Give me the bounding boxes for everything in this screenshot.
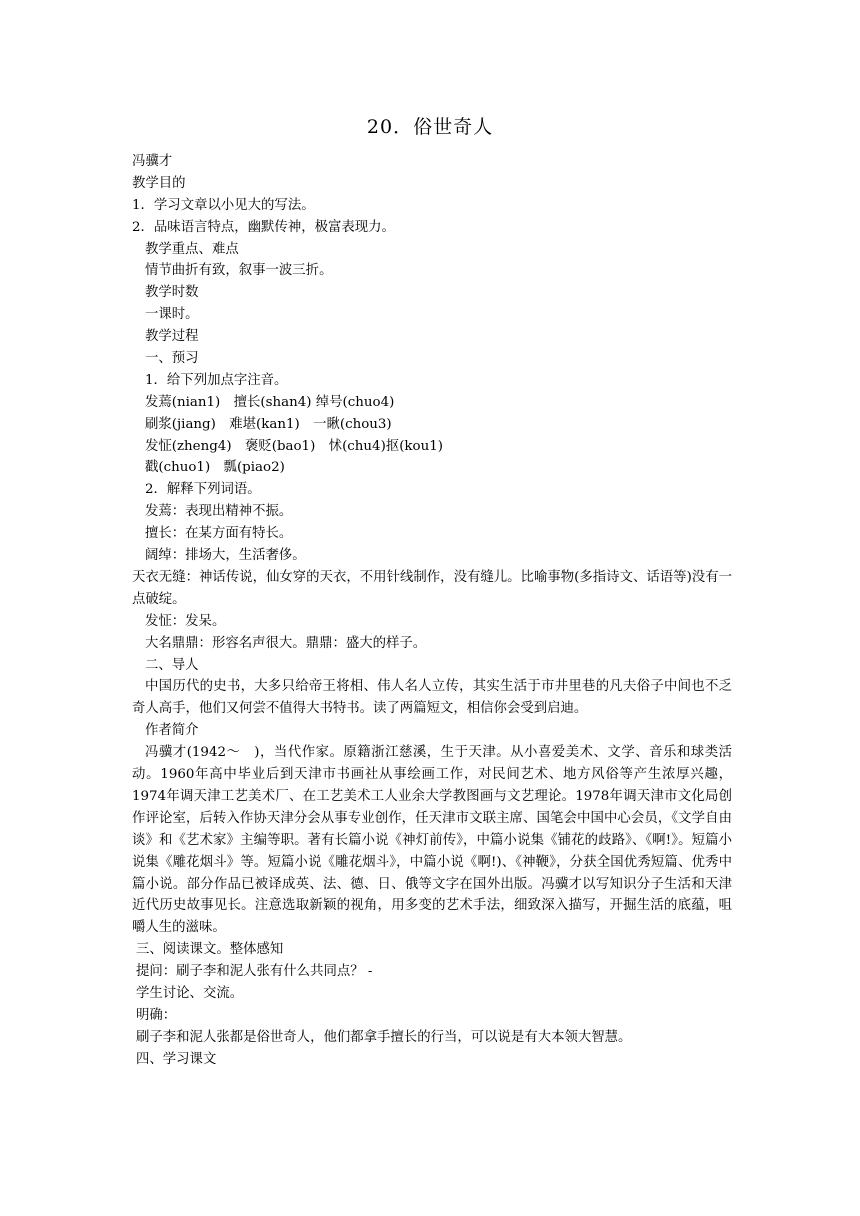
step-intro-heading: 二、导人 xyxy=(145,657,199,673)
pinyin-row-2: 刷浆(jiang) 难堪(kan1) 一瞅(chou3) xyxy=(145,416,392,432)
preview-task-2: 2．解释下列词语。 xyxy=(145,482,261,498)
objective-2: 2．品味语言特点，幽默传神，极富表现力。 xyxy=(132,219,395,235)
intro-paragraph: 中国历代的史书，大多只给帝王将相、伟人名人立传，其实生活于市井里巷的凡夫俗子中间也不乏奇人高手，他们又何尝不值得大书特书。读了两篇短文，相信你会受到启迪。 xyxy=(132,679,732,717)
author-bio-heading: 作者简介 xyxy=(145,723,199,739)
section-heading-objectives: 教学目的 xyxy=(132,175,186,191)
step-preview-heading: 一、预习 xyxy=(145,351,199,367)
document-body xyxy=(132,151,732,1071)
definition-item: 发蔫：表现出精神不振。 xyxy=(145,504,293,520)
step-reading-heading: 三、阅读课文。整体感知 xyxy=(136,942,284,958)
definition-item: 发怔：发呆。 xyxy=(145,613,226,629)
discussion-line: 学生讨论、交流。 xyxy=(136,986,244,1002)
clarify-label: 明确： xyxy=(136,1007,177,1023)
author-line: 冯骥才 xyxy=(132,154,173,169)
section-heading-hours: 教学时数 xyxy=(145,285,199,301)
question-line: 提问：刷子李和泥人张有什么共同点？ - xyxy=(136,964,373,980)
pinyin-row-4: 戳(chuo1) 瓢(piao2) xyxy=(145,460,285,476)
definition-item: 大名鼎鼎：形容名声很大。鼎鼎：盛大的样子。 xyxy=(145,635,427,651)
key-points-text: 情节曲折有致，叙事一波三折。 xyxy=(145,263,333,279)
definition-item: 阔绰：排场大，生活奢侈。 xyxy=(145,548,306,564)
pinyin-row-3: 发怔(zheng4) 褒贬(bao1) 怵(chu4)抠(kou1) xyxy=(145,438,443,454)
definition-paragraph: 天衣无缝：神话传说，仙女穿的天衣，不用针线制作，没有缝儿。比喻事物(多指诗文、话语等)没有一点破绽。 xyxy=(132,569,732,607)
preview-task-1: 1．给下列加点字注音。 xyxy=(145,372,288,388)
answer-line: 刷子李和泥人张都是俗世奇人，他们都拿手擅长的行当，可以说是有大本领大智慧。 xyxy=(136,1029,632,1045)
definition-item: 擅长：在某方面有特长。 xyxy=(145,526,293,542)
author-bio-paragraph: 冯骥才(1942～ )，当代作家。原籍浙江慈溪，生于天津。从小喜爱美术、文学、音乐和球类活动。1960年高中毕业后到天津市书画社从事绘画工作，对民间艺术、地方风俗等产生浓厚兴趣，1974年调天津工艺美术厂、在工艺美术工人业余大学教图画与文艺理论。1978年调天津市文化局创作评论室，后转入作协天津分会从事专业创作，任天津市文联主席、国笔会中国中心会员，《文学自由谈》和《艺术家》主编等职。著有长篇小说《神灯前传》，中篇小说集《铺花的歧路》、《啊!》。短篇小说集《雕花烟斗》等。短篇小说《雕花烟斗》，中篇小说《啊!)、《神鞭》，分获全国优秀短篇、优秀中篇小说。部分作品已被译成英、法、德、日、俄等文字在国外出版。冯骥才以写知识分子生活和天津近代历史故事见长。注意选取新颖的视角，用多变的艺术手法，细致深入描写，开掘生活的底蕴，咀嚼人生的滋味。 xyxy=(132,745,732,936)
objective-1: 1．学习文章以小见大的写法。 xyxy=(132,197,315,213)
step-study-heading: 四、学习课文 xyxy=(136,1051,217,1067)
pinyin-row-1: 发蔫(nian1) 擅长(shan4) 绰号(chuo4) xyxy=(145,394,395,410)
hours-text: 一课时。 xyxy=(145,307,199,323)
page-title: 20．俗世奇人 xyxy=(366,116,494,138)
section-heading-process: 教学过程 xyxy=(145,329,199,345)
section-heading-key-points: 教学重点、难点 xyxy=(145,241,239,257)
